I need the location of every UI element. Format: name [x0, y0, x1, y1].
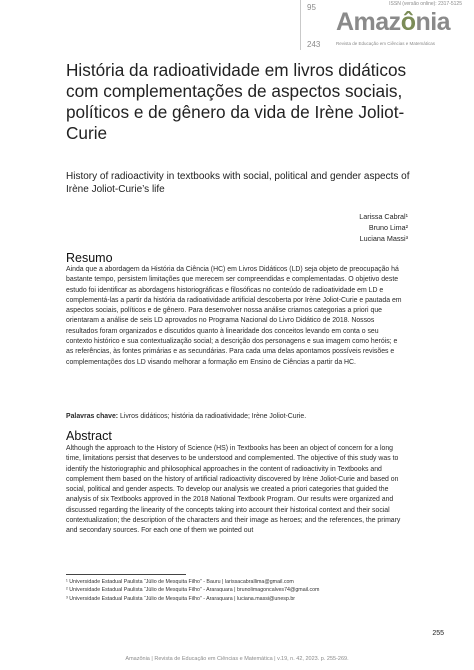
- page-number-bottom: 243: [307, 40, 321, 49]
- issn-label: ISSN (versão online): 2317-5125: [389, 1, 462, 7]
- author-name: Bruno Lima²: [368, 223, 408, 232]
- keywords: [66, 412, 406, 422]
- abstract-heading: Abstract: [66, 429, 112, 443]
- logo-accent: ô: [400, 8, 416, 36]
- resumo-body: Ainda que a abordagem da História da Ciência (HC) em Livros Didáticos (LD) seja objeto de preocupação há bastante tempo, persistem limitações que merecem ser compreendidas e complementadas. O objetivo deste estudo foi identificar as abordagens historiográficas e filosóficas no conteúdo de radioatividade em LD e complementá-las a partir da história da radioatividade artificial descoberta por Irène Joliot-Curie e pautada em aspectos sociais, políticos e de gênero. Para desenvolver nossa análise criamos categorias a priori que orientaram a análise de seis LD aprovados no Programa Nacional do Livro Didático de 2018. Nossos resultados foram organizados e discutidos quanto à linearidade dos conceitos levando em conta o seu contexto histórico e sua contextualização social; a descrição dos personagens e sua imagem como heróis; e as referências, às fontes primárias e as secundárias. Para cada uma delas apontamos possíveis revisões e complementações dos LD visando melhorar a formação em Ensino de Ciências a partir da HC.: [66, 266, 402, 366]
- logo-subtitle: Revista de Educação em Ciências e Matemáticas: [336, 41, 436, 46]
- keywords-list: Livros didáticos; história da radioatividade; Irène Joliot-Curie.: [118, 413, 307, 420]
- footnote: ³ Universidade Estadual Paulista “Júlio de Mesquita Filho” - Araraquara | luciana.massi@unesp.br: [66, 595, 296, 602]
- journal-footer: Amazônia | Revista de Educação em Ciências e Matemática | v.19, n. 42, 2023. p. 255-269.: [125, 656, 349, 662]
- footnote-rule: [66, 574, 186, 575]
- author-name: Larissa Cabral¹: [359, 212, 408, 221]
- logo-suffix: nia: [415, 8, 451, 36]
- article-subtitle: History of radioactivity in textbooks with social, political and gender aspects of Irène Joliot-Curie’s life: [66, 171, 410, 195]
- footnote: ¹ Universidade Estadual Paulista “Júlio de Mesquita Filho” - Bauru | larissacabrallima@gmail.com: [66, 579, 294, 585]
- journal-logo: [336, 8, 450, 37]
- resumo-heading: Resumo: [66, 251, 113, 265]
- page-number-box: [300, 0, 325, 50]
- keywords-label: Palavras chave:: [66, 413, 119, 420]
- author-list: [359, 211, 408, 244]
- footnotes: [66, 578, 426, 603]
- abstract-body: Although the approach to the History of Science (HS) in Textbooks has been an object of concern for a long time, limitations persist that deserves to be understood and complemented. The objective of this study was to identify the historiographic and philosophical approaches in the content of radioactivity in Textbooks and complement them based on the history of artificial radioactivity discovered by Irène Joliot-Curie and based on social, political and gender aspects. To develop our analysis we created a priori categories that guided the analysis of six Textbooks approved in the 2018 National Textbook Program. Our results were organized and discussed regarding the linearity of the concepts taking into account their historical context and their social contextualization; the description of the characters and their image as heroes; and the references, the primary and secondary sources. For each one of them we pointed out: [66, 445, 401, 535]
- page-number: 255: [432, 630, 444, 637]
- page-number-top: 95: [307, 3, 316, 12]
- footnote: ² Universidade Estadual Paulista “Júlio de Mesquita Filho” - Araraquara | brunolimagoncalves74@gmail.com: [66, 587, 320, 594]
- article-title: História da radioatividade em livros didáticos com complementações de aspectos sociais, políticos e de gênero da vida de Irène Joliot-Curie: [66, 60, 407, 143]
- author-name: Luciana Massi³: [359, 234, 408, 243]
- logo-prefix: Amaz: [336, 8, 401, 36]
